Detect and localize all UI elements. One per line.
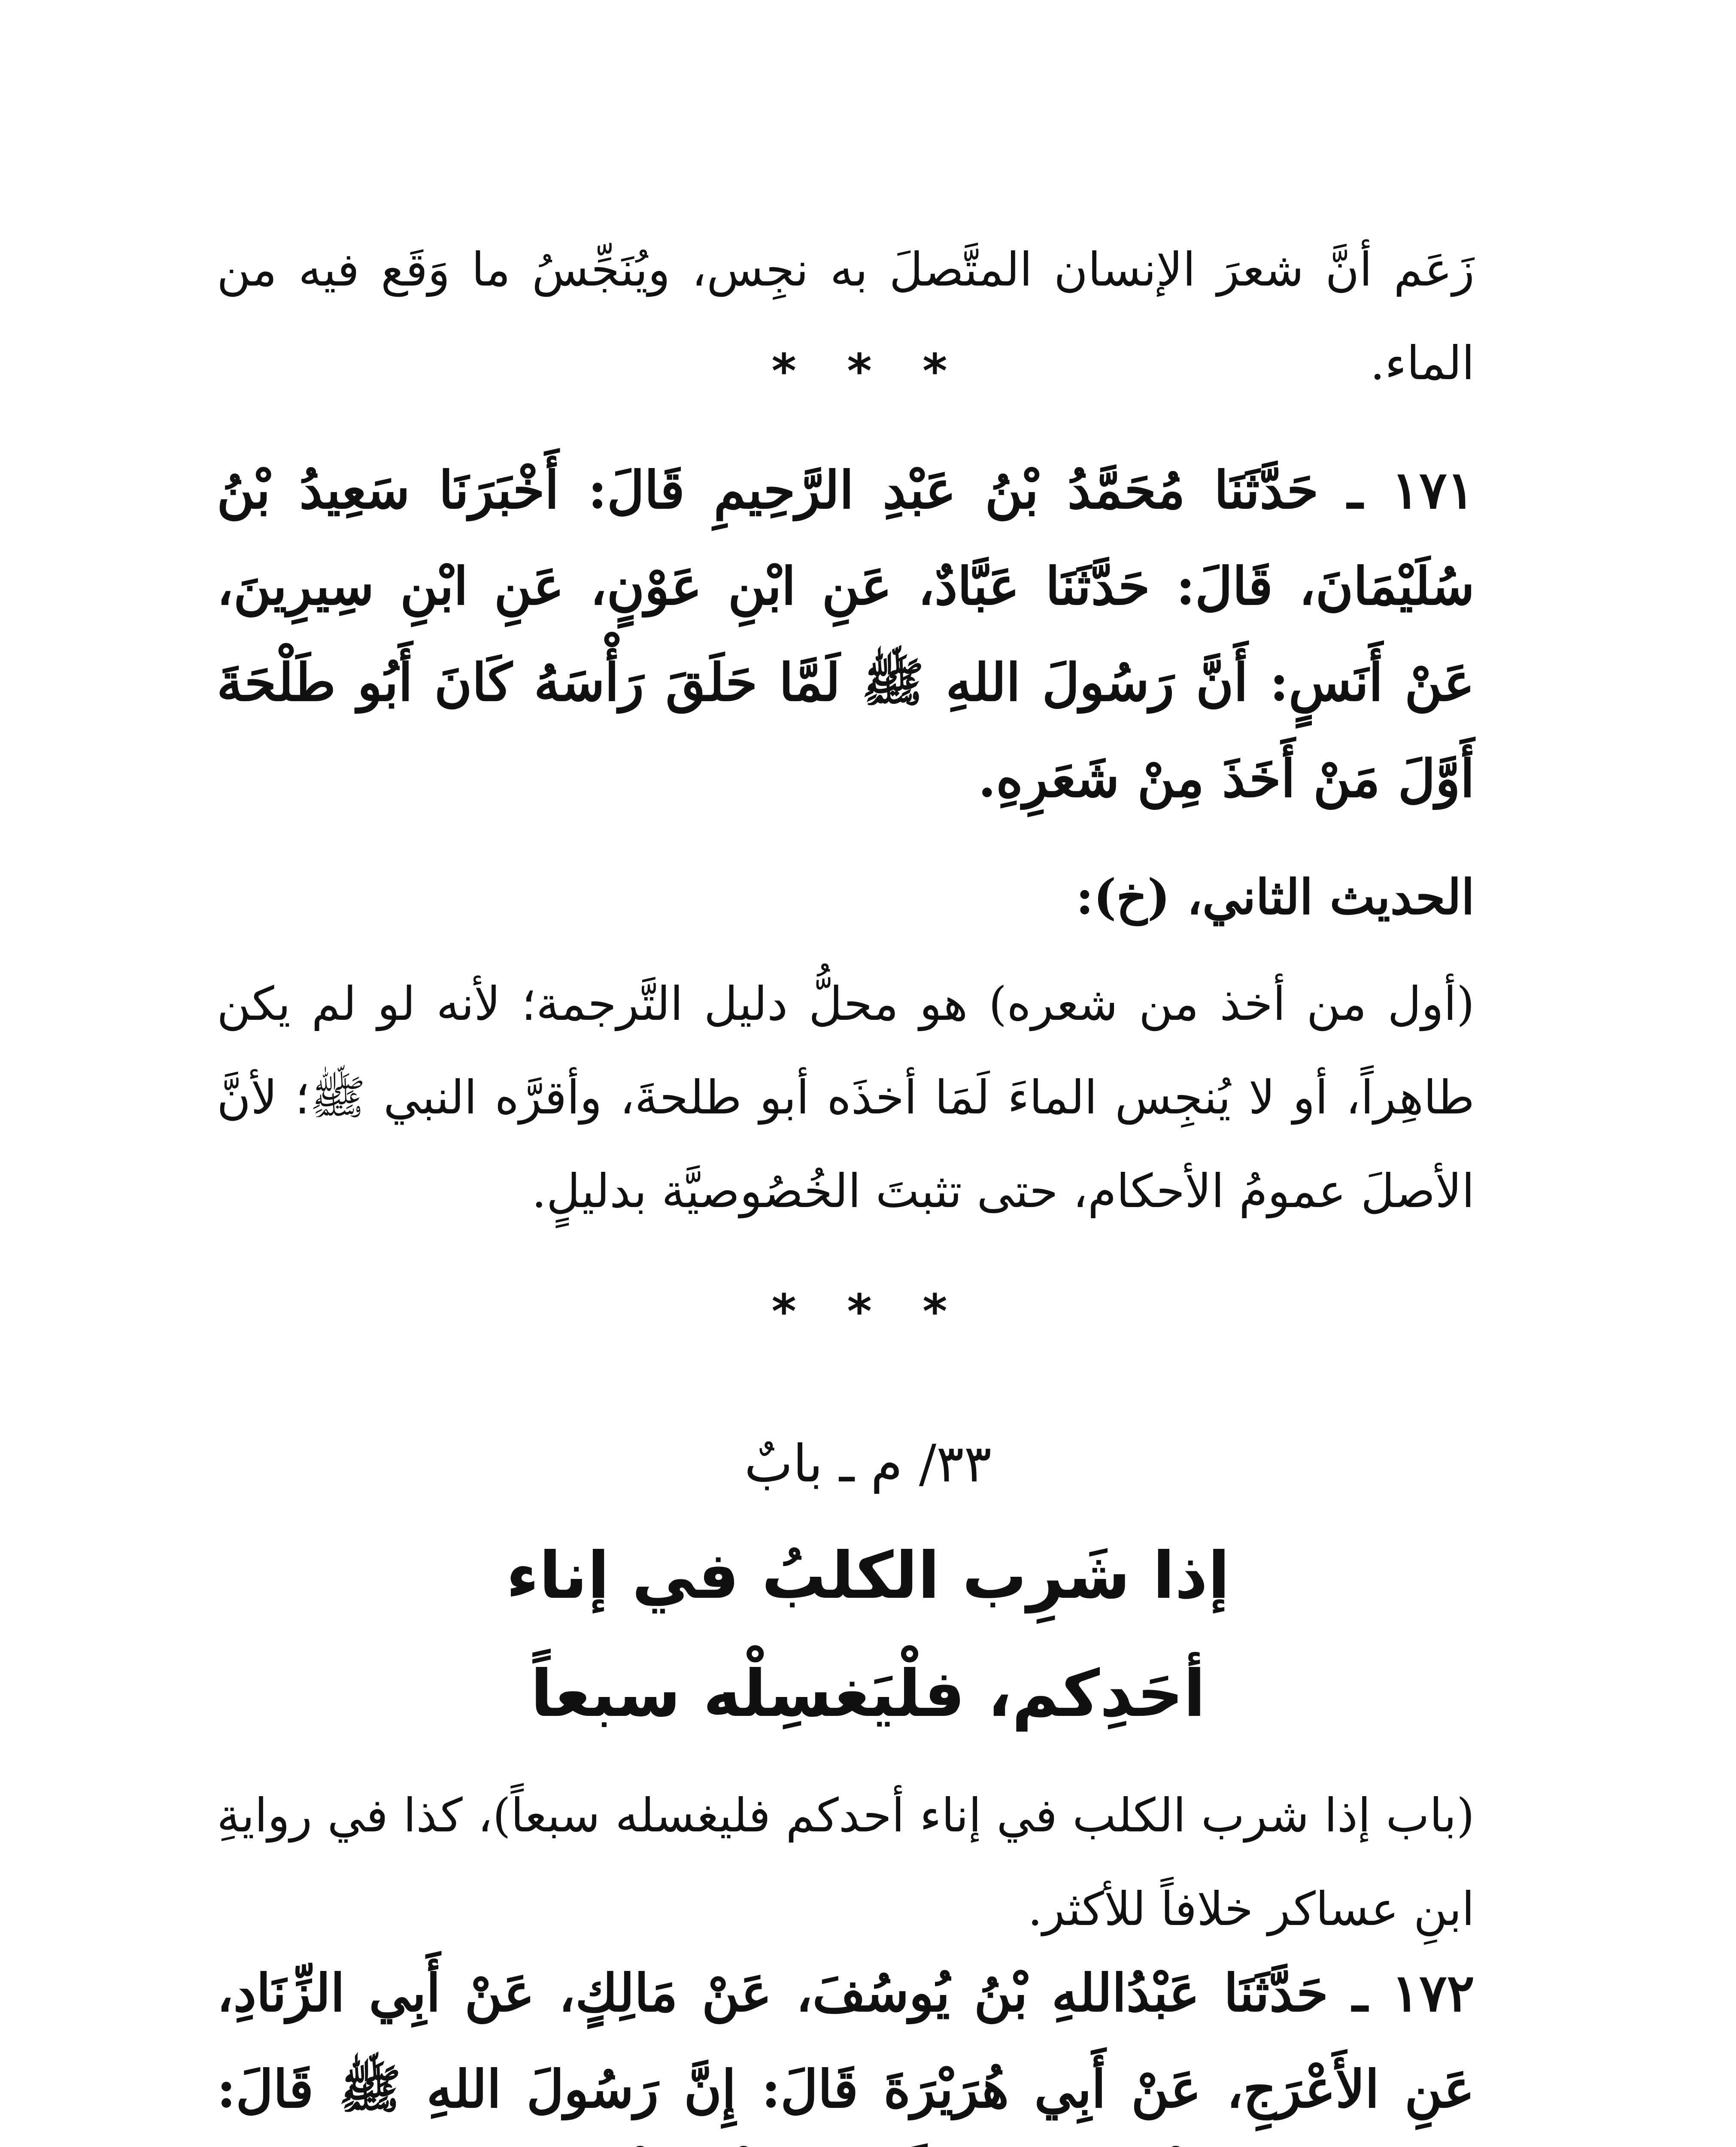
chapter-title-line-2: أحَدِكم، فلْيَغسِلْه سبعاً: [530, 1657, 1206, 1731]
chapter-number: ٣٣/ م ـ بابٌ: [744, 1434, 992, 1494]
chapter-title-line-1: إذا شَرِب الكلبُ في إناء: [506, 1539, 1230, 1613]
commentary-paragraph: (أول من أخذ من شعره) هو محلُّ دليل التَّرجمة؛ لأنه لو لم يكن طاهِراً، أو لا يُنجِس الماءَ لَمَا أخذَه أبو طلحةَ، وأقرَّه النبي ﷺ؛ لأنَّ الأصلَ عمومُ الأحكام، حتى تثبتَ الخُصُوصيَّة بدليلٍ.: [217, 977, 1475, 1218]
hadith-171: ١٧١ ـ حَدَّثَنَا مُحَمَّدُ بْنُ عَبْدِ الرَّحِيمِ قَالَ: أَخْبَرَنَا سَعِيدُ بْنُ سُلَيْمَانَ، قَالَ: حَدَّثَنَا عَبَّادٌ، عَنِ ابْنِ عَوْنٍ، عَنِ ابْنِ سِيرِينَ، عَنْ أَنَسٍ: أَنَّ رَسُولَ اللهِ ﷺ لَمَّا حَلَقَ رَأْسَهُ كَانَ أَبُو طَلْحَةَ أَوَّلَ مَنْ أَخَذَ مِنْ شَعَرِهِ.: [217, 460, 1475, 809]
chapter-note: (باب إذا شرب الكلب في إناء أحدكم فليغسله سبعاً)، كذا في روايةِ ابنِ عساكر خلافاً للأكثر.: [217, 1789, 1475, 1936]
section-separator: * * *: [771, 1284, 965, 1339]
section-separator: * * *: [771, 344, 965, 398]
second-hadith-label: الحديث الثاني، (خ):: [1076, 869, 1475, 925]
intro-paragraph: زَعَم أنَّ شعرَ الإنسان المتَّصلَ به نجِس، ويُنَجِّسُ ما وَقَع فيه من الماء.: [217, 243, 1475, 390]
hadith-172: ١٧٢ ـ حَدَّثَنَا عَبْدُاللهِ بْنُ يُوسُفَ، عَنْ مَالِكٍ، عَنْ أَبِي الزِّنَادِ، عَنِ الأَعْرَجِ، عَنْ أَبِي هُرَيْرَةَ قَالَ: إِنَّ رَسُولَ اللهِ ﷺ قَالَ:: [217, 1963, 1475, 2120]
